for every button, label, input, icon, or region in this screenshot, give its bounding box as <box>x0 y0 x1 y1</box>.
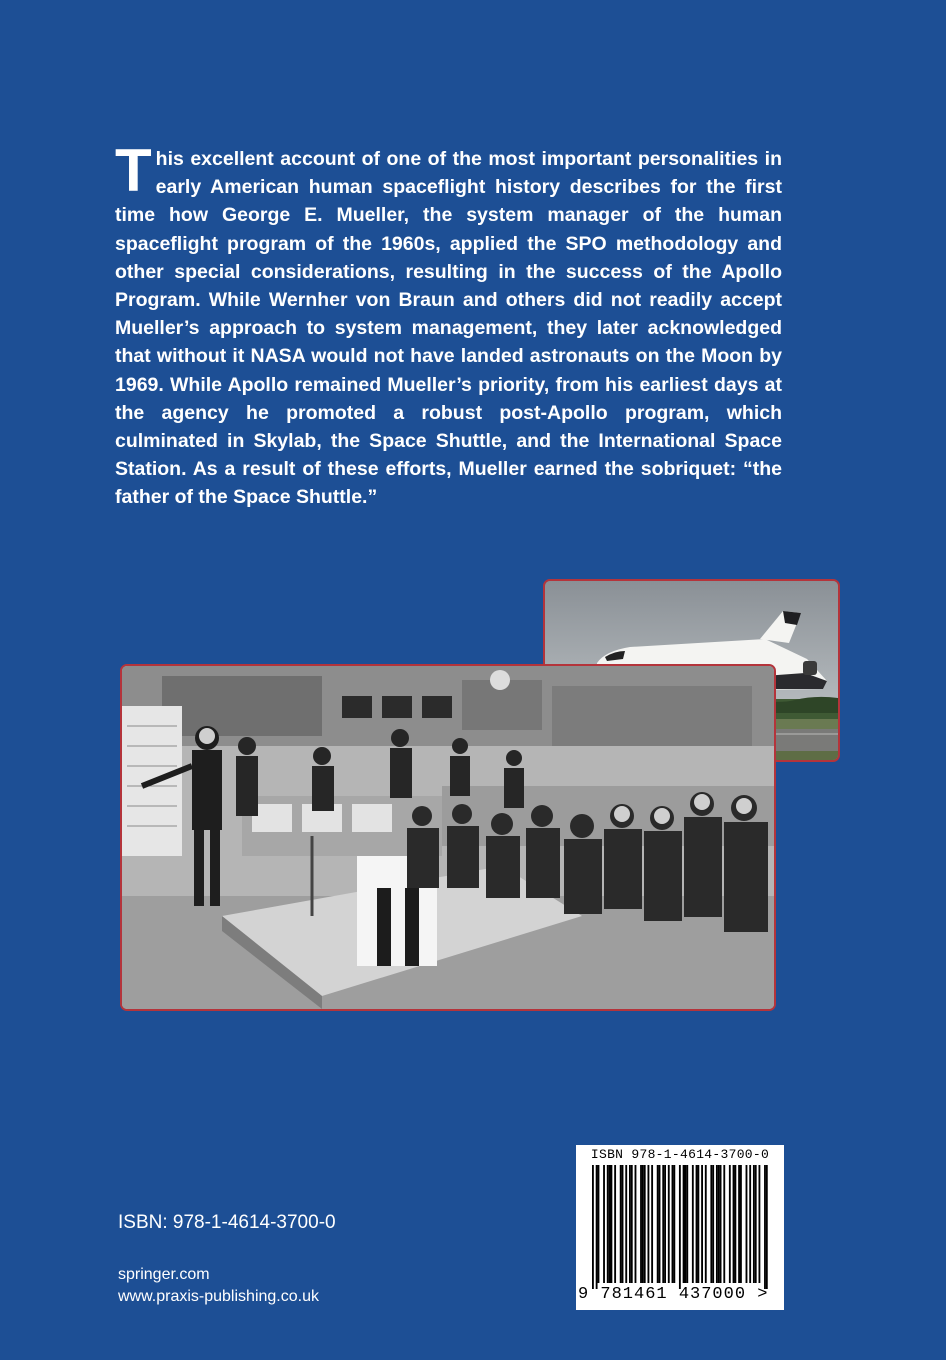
barcode-bar <box>614 1165 616 1283</box>
barcode-bar <box>759 1165 761 1283</box>
barcode-bar <box>705 1165 707 1283</box>
barcode-bar <box>662 1165 664 1283</box>
barcode-bar <box>729 1165 731 1283</box>
isbn-barcode <box>576 1145 784 1310</box>
barcode-bar <box>640 1165 642 1283</box>
barcode-bar <box>712 1165 714 1283</box>
barcode-bar <box>683 1165 685 1283</box>
barcode-bar <box>657 1165 659 1283</box>
barcode-bar <box>603 1165 605 1283</box>
barcode-bar <box>598 1165 600 1283</box>
barcode-bar <box>659 1165 661 1283</box>
barcode-bar <box>596 1165 598 1289</box>
barcode-bar <box>766 1165 768 1289</box>
barcode-bar <box>696 1165 698 1283</box>
barcode-bar <box>629 1165 631 1283</box>
barcode-digits: 9 781461 437000 > <box>578 1285 769 1304</box>
barcode-bar <box>734 1165 736 1283</box>
barcode-bar <box>620 1165 622 1283</box>
barcode-bar <box>631 1165 633 1283</box>
barcode-bar <box>710 1165 712 1283</box>
barcode-bar <box>738 1165 740 1283</box>
barcode-bar <box>648 1165 650 1283</box>
praxis-url: www.praxis-publishing.co.uk <box>118 1288 319 1305</box>
barcode-bar <box>686 1165 688 1283</box>
cover-blurb <box>115 137 782 512</box>
barcode-bar <box>720 1165 722 1283</box>
drop-cap: T <box>115 137 152 204</box>
barcode-bar <box>668 1165 670 1283</box>
barcode-bar <box>679 1165 681 1289</box>
barcode-bar <box>607 1165 609 1283</box>
barcode-bar <box>625 1165 627 1283</box>
barcode-bar <box>755 1165 757 1283</box>
barcode-bar <box>701 1165 703 1283</box>
barcode-bar <box>622 1165 624 1283</box>
barcode-bar <box>642 1165 644 1283</box>
isbn-text: ISBN: 978-1-4614-3700-0 <box>118 1212 336 1233</box>
barcode-bar <box>672 1165 674 1283</box>
barcode-bar <box>692 1165 694 1283</box>
springer-url: springer.com <box>118 1266 210 1283</box>
blurb-text: his excellent account of one of the most important personalities in early American human spaceflight history describes for the first time how George E. Mueller, the system manager of the human spaceflight program of the 1960s, applied the SPO methodology and other special considerations, resulting in the success of the Apollo Program. While Wernher von Braun and others did not readily accept Mueller’s approach to system management, they later acknowledged that without it NASA would not have landed astronauts on the Moon by 1969. While Apollo remained Mueller’s priority, from his earliest days at the agency he promoted a robust post-Apollo program, which culminated in Skylab, the Space Shuttle, and the International Space Station. As a result of these efforts, Mueller earned the sobriquet: “the father of the Space Shuttle.” <box>115 148 782 509</box>
barcode-isbn-label: ISBN 978-1-4614-3700-0 <box>590 1147 770 1162</box>
barcode-bar <box>635 1165 637 1283</box>
barcode-bar <box>685 1165 687 1283</box>
control-room-photo <box>120 664 776 1011</box>
barcode-bar <box>746 1165 748 1283</box>
barcode-bar <box>609 1165 611 1283</box>
barcode-bar <box>733 1165 735 1283</box>
barcode-bar <box>673 1165 675 1283</box>
barcode-bar <box>716 1165 718 1283</box>
barcode-bar <box>764 1165 766 1289</box>
barcode-bar <box>723 1165 725 1283</box>
barcode-bar <box>664 1165 666 1283</box>
barcode-bar <box>753 1165 755 1283</box>
barcode-bar <box>644 1165 646 1283</box>
barcode-bar <box>592 1165 594 1289</box>
barcode-bar <box>740 1165 742 1283</box>
barcode-bar <box>718 1165 720 1283</box>
barcode-bar <box>651 1165 653 1283</box>
barcode-bar <box>611 1165 613 1283</box>
barcode-bar <box>749 1165 751 1283</box>
barcode-bar <box>697 1165 699 1283</box>
